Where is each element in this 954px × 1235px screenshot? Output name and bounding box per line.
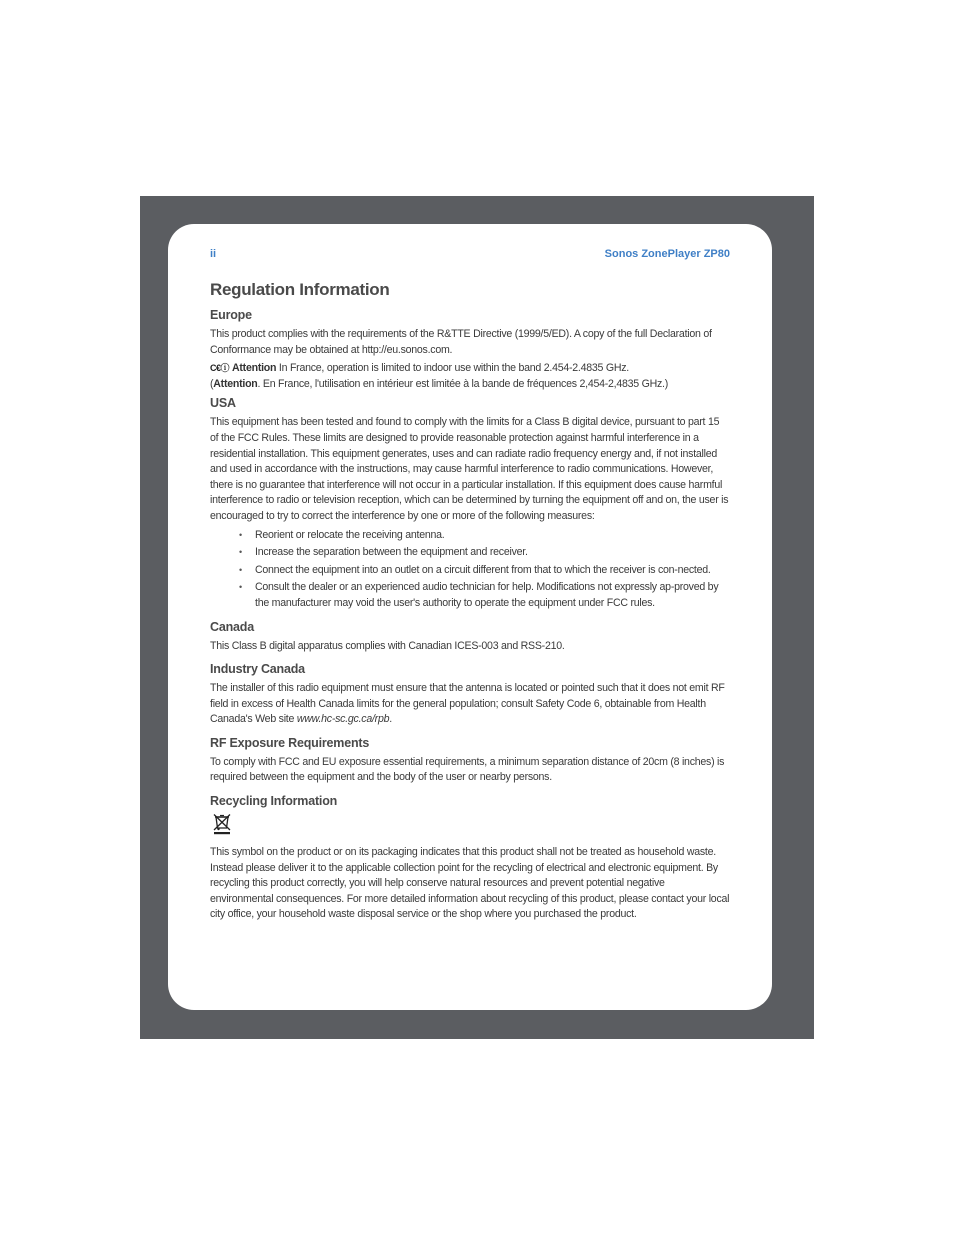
section-heading-recycling: Recycling Information — [210, 794, 338, 809]
rf-exposure-paragraph: To comply with FCC and EU exposure essential requirements, a minimum separation distance of 20cm (8 inches) is required between the equipment and the body of the user or nearby persons. — [210, 755, 725, 784]
recycling-paragraph: This symbol on the product or on its packaging indicates that this product shall not be treated as household waste. Instead please deliver it to the applicable collection point for the recycling of electrical and electronic equipment. By recycling this product correctly, you will help conserve natural resources and prevent potential negative environmental consequences. For more detailed information about recycling of this product, please contact your local city office, your household waste disposal service or the shop where you purchased the product. — [210, 846, 730, 921]
attention-text: In France, operation is limited to indoor use within the band 2.454-2.4835 GHz. — [276, 362, 629, 375]
running-header — [210, 248, 730, 264]
europe-paragraph: This product complies with the requirements of the R&TTE Directive (1999/5/ED). A copy of the full Declaration of Conformance may be obtained at http://eu.sonos.com. — [210, 328, 712, 356]
section-heading-rf-exposure: RF Exposure Requirements — [210, 735, 370, 750]
section-heading-europe: Europe — [210, 308, 252, 322]
product-name: Sonos ZonePlayer ZP80 — [604, 248, 730, 260]
page-content — [210, 248, 730, 926]
canada-paragraph: This Class B digital apparatus complies with Canadian ICES-003 and RSS-210. — [210, 639, 565, 652]
health-canada-url: www.hc-sc.gc.ca/rpb — [296, 713, 390, 726]
usa-paragraph: This equipment has been tested and found to comply with the limits for a Class B digital device, pursuant to part 15 of the FCC Rules. These limits are designed to provide reasonable protection against harmful interference in a residential installation. This equipment generates, uses and can radiate radio frequency energy and, if not installed and used in accordance with the instructions, may cause harmful interference to radio communications. However, there is no guarantee that interference will not occur in a particular installation. If this equipment does cause harmful interference to radio or television reception, which can be determined by turning the equipment off and on, the user is encouraged to try to correct the interference by one or more of the following measures: — [210, 416, 729, 522]
list-item: • Consult the dealer or an experienced audio technician for help. Modifications not expressly ap-proved by the manufacturer may void the user's authority to operate the equipment under FCC rules. — [255, 580, 730, 611]
page-number: ii — [210, 248, 217, 260]
list-item: • Reorient or relocate the receiving antenna. — [255, 528, 730, 544]
attention-notice-fr — [210, 377, 730, 393]
section-heading-industry-canada: Industry Canada — [210, 662, 305, 677]
industry-canada-end: . — [389, 713, 392, 726]
page-title: Regulation Information — [210, 280, 390, 299]
list-item: • Increase the separation between the equipment and receiver. — [255, 545, 730, 561]
section-heading-usa: USA — [210, 396, 236, 411]
ce-mark-icon: C€ⓘ — [210, 363, 230, 374]
industry-canada-paragraph — [210, 681, 730, 728]
attention-fr-text: . En France, l'utilisation en intérieur est limitée à la bande de fréquences 2,454-2,4835 GHz.) — [257, 377, 669, 390]
attention-label: Attention — [232, 362, 277, 375]
industry-canada-text: The installer of this radio equipment must ensure that the antenna is located or pointed such that it does not emit RF field in excess of Health Canada limits for the general population; consult Safety Code 6, obtainable from Health Canada's Web site — [210, 682, 725, 726]
attention-fr-label: Attention — [213, 377, 258, 390]
list-item: • Connect the equipment into an outlet on a circuit different from that to which the receiver is con-nected. — [255, 563, 730, 579]
attention-fr-open: ( — [210, 377, 214, 390]
crossed-out-wheelie-bin-icon — [212, 813, 232, 835]
measures-list — [210, 528, 730, 612]
section-heading-canada: Canada — [210, 619, 254, 634]
document-page — [168, 224, 772, 1010]
attention-notice — [210, 361, 730, 377]
